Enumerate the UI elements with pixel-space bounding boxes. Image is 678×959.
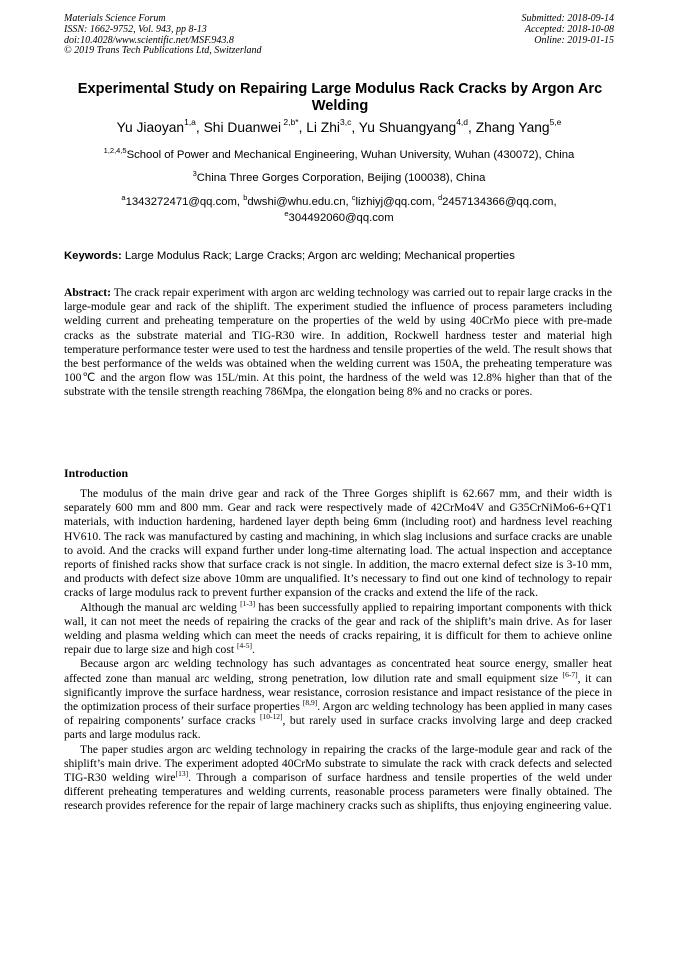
author-list: [0, 117, 678, 136]
keywords: Keywords: Large Modulus Rack; Large Cracks; Argon arc welding; Mechanical properties: [64, 250, 515, 262]
journal-name: Materials Science Forum: [64, 13, 166, 24]
section-heading-introduction: Introduction: [64, 466, 129, 480]
journal-header-right: [522, 14, 615, 46]
paragraph: The paper studies argon arc welding technology in repairing the cracks of the large-module gear and rack of the shiplift’s main drive. The experiment adopted 40CrMo substrate to simulate the rack with crack defects and selected TIG-R30 welding wire[13]. Through a comparison of surface hardness and tensile properties of the weld under different preheating temperatures and welding currents, reasonable process parameters were finally obtained. The research provides reference for the repair of large machinery cracks such as shiplifts, thus enjoying engineering value.: [64, 742, 612, 813]
email-link[interactable]: 2457134366@qq.com,: [442, 196, 557, 208]
author: Zhang Yang$^{5,e}$: [475, 117, 562, 135]
doi-line[interactable]: doi:10.4028/www.scientific.net/MSF.943.8: [64, 34, 234, 46]
citation[interactable]: [10-12]: [260, 712, 283, 722]
citation[interactable]: [4-5]: [237, 641, 252, 651]
paragraph: Because argon arc welding technology has such advantages as concentrated heat source energy, smaller heat affected zone than manual arc welding, strong penetration, low dilution rate and small equipment size [6-7], it can significantly improve the surface hardness, wear resistance, corrosion resistance and impact resistance of the piece in the optimization process of their surface properties [8,9]. Argon arc welding technology has been applied in many cases of repairing components’ surface cracks [10-12], but rarely used in surface cracks involving large and deep cracked parts and large modulus rack.: [64, 657, 612, 742]
accepted-date: Accepted: 2018-10-08: [524, 23, 614, 35]
citation[interactable]: [1-3]: [240, 598, 256, 608]
citation[interactable]: [6-7]: [562, 669, 578, 679]
copyright-line: © 2019 Trans Tech Publications Ltd, Switzerland: [64, 45, 262, 57]
citation[interactable]: [8,9]: [302, 698, 318, 708]
journal-header-left: [64, 14, 262, 57]
affiliation: $^3$China Three Gorges Corporation, Beijing (100038), China: [192, 169, 486, 184]
citation[interactable]: [13]: [175, 769, 189, 779]
author: Shi Duanwei $^{2,b*}$,: [203, 117, 307, 135]
affiliation: $^{1,2,4,5}$School of Power and Mechanical Engineering, Wuhan University, Wuhan (430072), China: [103, 146, 575, 161]
email-link[interactable]: 304492060@qq.com: [288, 212, 394, 224]
email-list: $^a$1343272471@qq.com, $^b$dwshi@whu.edu.cn, $^c$lizhiyj@qq.com, $^d$2457134366@qq.com, $^e$304492060@qq.com: [121, 193, 557, 224]
abstract: Abstract: The crack repair experiment with argon arc welding technology was carried out to repair large cracks in the large-module gear and rack of the shiplift. The experiment studied the influence of process parameters including welding current and preheating temperature on the properties of the weld by using 40CrMo piece with pre-made cracks as the substrate material and TIG-R30 wire. In addition, Rockwell hardness tester and material high temperature performance tester were used to test the hardness and tensile properties of the weld. The result shows that the best performance of the welds was obtained when the welding current was 150A, the preheating temperature was 100℃ and the argon flow was 15L/min. At this point, the hardness of the weld was 12.8% higher than that of the substrate with the tensile strength reaching 786Mpa, the elongation being 8% and no cracks or pores.: [64, 286, 612, 399]
introduction-body: [64, 487, 612, 814]
author: Yu Jiaoyan$^{1,a}$,: [116, 117, 204, 135]
issn-line: ISSN: 1662-9752, Vol. 943, pp 8-13: [64, 23, 207, 35]
paragraph: Although the manual arc welding [1-3] has been successfully applied to repairing important components with thick wall, it can not meet the needs of repairing the cracks of the gear and rack of the shiplift’s main drive. As for laser welding and plasma welding which can meet the needs of cracks repairing, it is difficult for them to achieve online repair due to large size and high cost [4-5].: [64, 598, 612, 657]
email-link[interactable]: dwshi@whu.edu.cn,: [247, 196, 352, 208]
author: Yu Shuangyang$^{4,d}$,: [358, 117, 476, 135]
paragraph: The modulus of the main drive gear and rack of the Three Gorges shiplift is 62.667 mm, and their width is separately 600 mm and 800 mm. Gear and rack were respectively made of 42CrMo4V and G35CrNiMo6-6+QT1 materials, with induction hardening, hardened layer depth being 6mm (including root) and hardness level reaching HV610. The rack was manufactured by casting and machining, in which slag inclusions and surface cracks are unable to avoid. And the cracks will expand further under long-time alternating load. The actual inspection and acceptance reports of finished racks show that surface crack is not single. In addition, the macro external defect size is 3-10 mm, and products with defect size above 10mm are unqualified. It’s necessary to find out one kind of technology to repair cracks of large modulus rack to prevent further expansion of the cracks and extend the life of the rack.: [64, 487, 612, 600]
email-link[interactable]: lizhiyj@qq.com,: [355, 196, 438, 208]
online-date: Online: 2019-01-15: [534, 34, 614, 46]
paper-title: Experimental Study on Repairing Large Modulus Rack Cracks by Argon Arc Welding: [77, 81, 603, 114]
author: Li Zhi$^{3,c}$,: [306, 117, 359, 135]
email-link[interactable]: 1343272471@qq.com,: [125, 196, 244, 208]
submitted-date: Submitted: 2018-09-14: [521, 13, 614, 24]
